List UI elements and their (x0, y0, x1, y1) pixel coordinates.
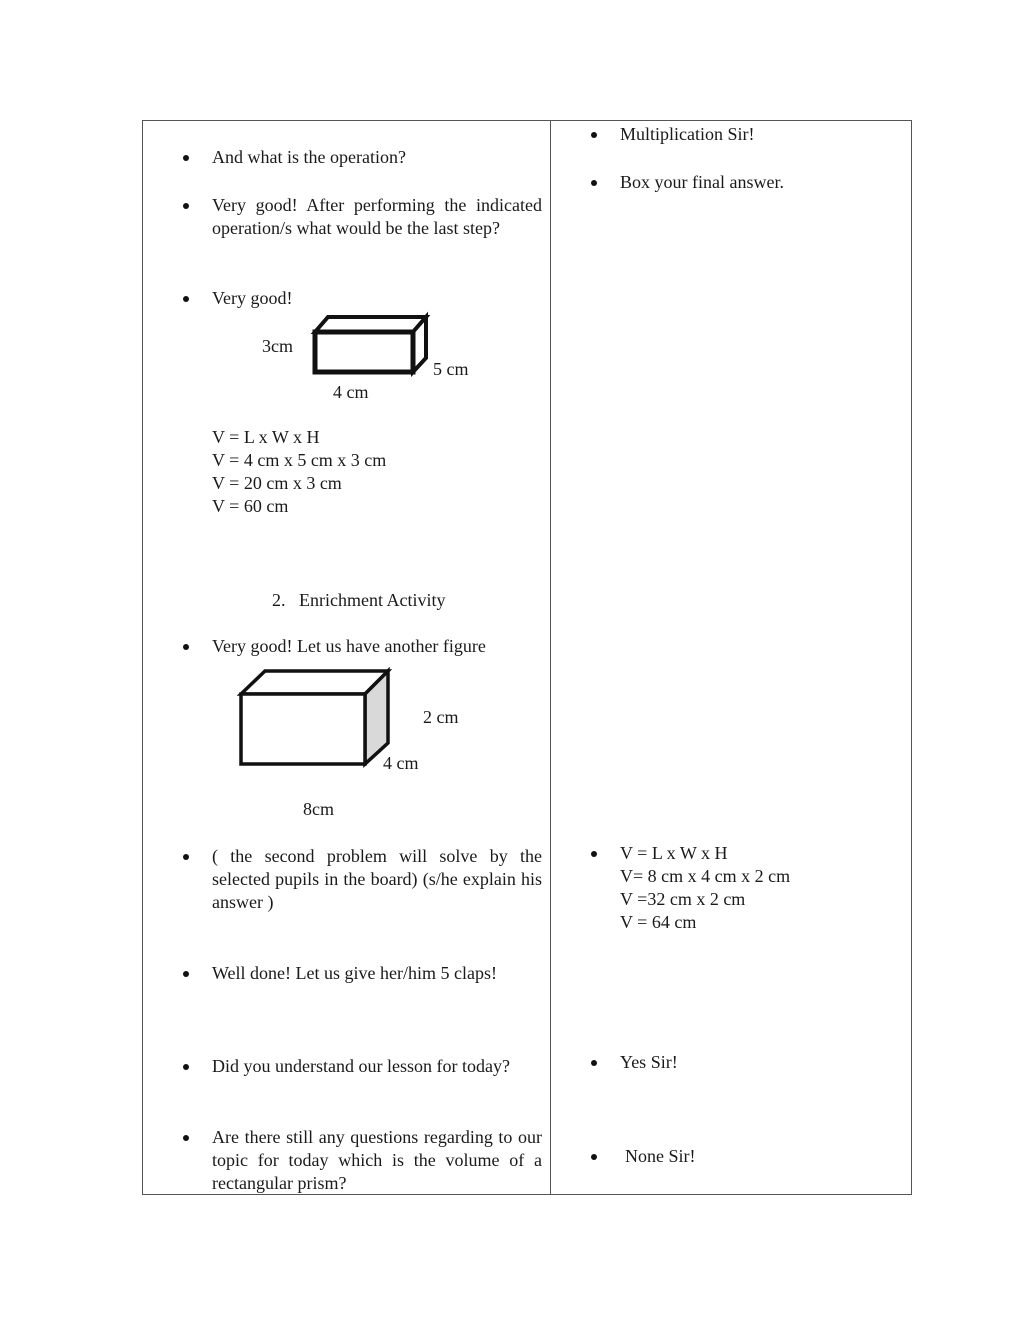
solution-2-line: V = L x W x H (620, 843, 728, 863)
figure1-height-label: 3cm (262, 336, 293, 356)
prism-figure-2 (238, 668, 394, 768)
teacher-understand-question: Did you understand our lesson for today? (212, 1056, 510, 1076)
column-divider (550, 120, 551, 1195)
solution-2-line: V= 8 cm x 4 cm x 2 cm (620, 866, 791, 886)
pupil-answer-yes: Yes Sir! (620, 1052, 678, 1072)
teacher-another-figure: Very good! Let us have another figure (212, 636, 486, 656)
solution-2-line: V = 64 cm (620, 912, 697, 932)
bullet-icon (591, 851, 597, 857)
figure1-depth-label: 5 cm (433, 359, 469, 379)
teacher-any-questions: Are there still any questions regarding to our topic for today which is the volume of a rectangular prism? (212, 1127, 542, 1193)
solution-1-line: V = 60 cm (212, 496, 289, 516)
bullet-icon (183, 155, 189, 161)
figure1-length-label: 4 cm (333, 382, 369, 402)
pupil-answer-none: None Sir! (625, 1146, 696, 1166)
prism-2-front-face (241, 694, 365, 764)
teacher-question-operation: And what is the operation? (212, 147, 406, 167)
pupil-answer-multiplication: Multiplication Sir! (620, 124, 755, 144)
prism-1-front-face (315, 332, 413, 372)
solution-2-line: V =32 cm x 2 cm (620, 889, 746, 909)
teacher-question-last-step: Very good! After performing the indicated operation/s what would be the last step? (212, 195, 542, 238)
pupil-answer-box: Box your final answer. (620, 172, 784, 192)
bullet-icon (183, 1064, 189, 1070)
bullet-icon (183, 203, 189, 209)
solution-1 (212, 426, 386, 518)
figure2-length-label: 8cm (303, 799, 334, 819)
bullet-icon (183, 1135, 189, 1141)
bullet-icon (591, 1154, 597, 1160)
solution-1-line: V = 4 cm x 5 cm x 3 cm (212, 450, 387, 470)
solution-1-line: V = L x W x H (212, 427, 320, 447)
bullet-icon (183, 296, 189, 302)
bullet-icon (183, 971, 189, 977)
bullet-icon (183, 644, 189, 650)
prism-2-top-face (241, 671, 388, 694)
solution-1-line: V = 20 cm x 3 cm (212, 473, 342, 493)
teacher-praise: Very good! (212, 288, 293, 308)
teacher-claps: Well done! Let us give her/him 5 claps! (212, 963, 497, 983)
figure2-height-label: 2 cm (423, 707, 459, 727)
section-heading-enrichment: 2. Enrichment Activity (272, 590, 446, 610)
figure2-depth-label: 4 cm (383, 753, 419, 773)
bullet-icon (591, 1060, 597, 1066)
solution-2 (620, 842, 790, 934)
bullet-icon (591, 132, 597, 138)
teacher-second-problem: ( the second problem will solve by the selected pupils in the board) (s/he explain his answer ) (212, 846, 542, 912)
prism-figure-1 (310, 312, 434, 376)
bullet-icon (591, 180, 597, 186)
bullet-icon (183, 854, 189, 860)
